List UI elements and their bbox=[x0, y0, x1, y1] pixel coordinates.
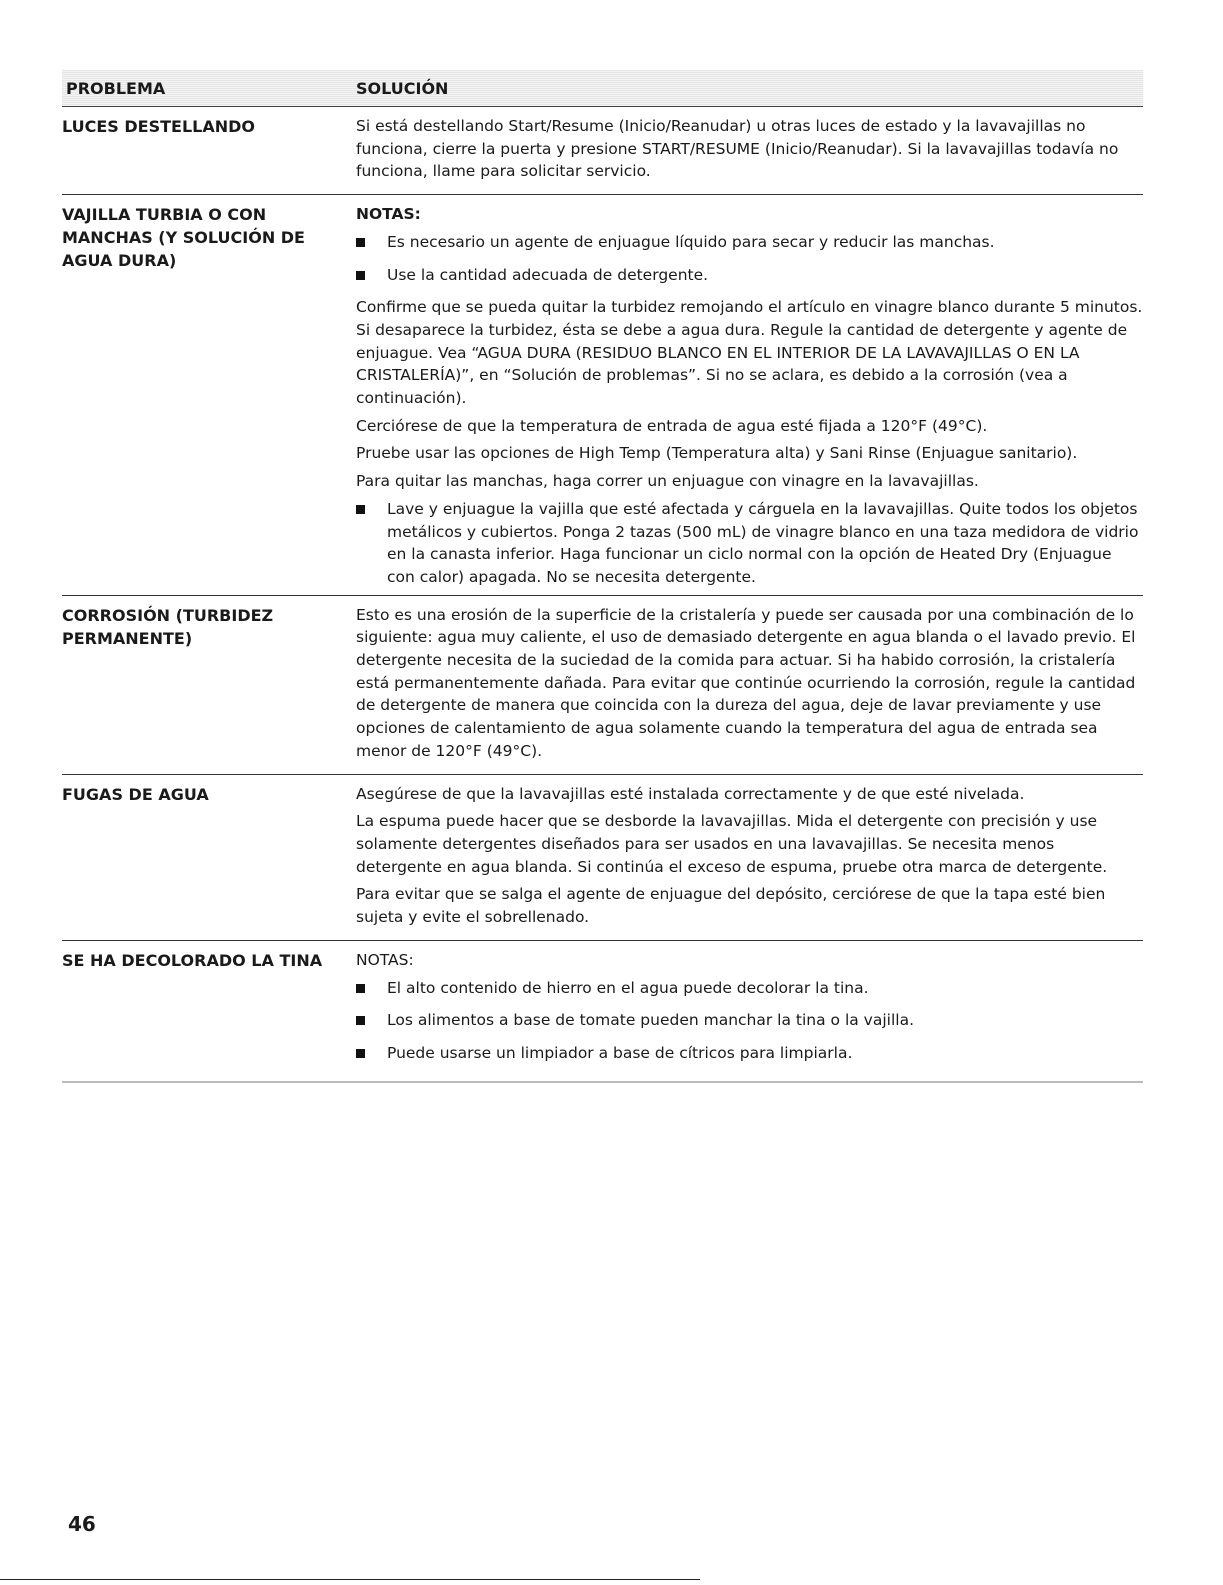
bullet-square-icon bbox=[356, 1049, 365, 1058]
solution-paragraph: Para evitar que se salga el agente de enjuague del depósito, cerciórese de que la tapa esté bien sujeta y evite el sobrellenado. bbox=[356, 885, 1106, 927]
solution-paragraph: Si está destellando Start/Resume (Inicio/Reanudar) u otras luces de estado y la lavavajillas no funciona, cierre la puerta y presione START/RESUME (Inicio/Reanudar). Si la lavavajillas todavía no funciona, llame para solicitar servicio. bbox=[356, 117, 1119, 181]
table-header bbox=[62, 70, 1143, 107]
note-item bbox=[356, 1042, 1143, 1065]
note-item bbox=[356, 977, 1143, 1000]
solution-cell bbox=[356, 604, 1143, 768]
problem-cell: LUCES DESTELLANDO bbox=[62, 117, 256, 136]
solution-paragraph: La espuma puede hacer que se desborde la lavavajillas. Mida el detergente con precisión y use solamente detergentes diseñados para ser usados en una lavavajillas. Se necesita menos detergente en agua blanda. Si continúa el exceso de espuma, pruebe otra marca de detergente. bbox=[356, 812, 1108, 876]
bullet-square-icon bbox=[356, 238, 365, 247]
note-text: Puede usarse un limpiador a base de cítricos para limpiarla. bbox=[387, 1043, 853, 1062]
solution-paragraph: Cerciórese de que la temperatura de entrada de agua esté fijada a 120°F (49°C). bbox=[356, 416, 988, 435]
bullet-square-icon bbox=[356, 984, 365, 993]
solution-paragraph: Confirme que se pueda quitar la turbidez remojando el artículo en vinagre blanco durante 5 minutos. Si desaparece la turbidez, ésta se debe a agua dura. Regule la cantidad de detergente y agente de enjuague. Vea “AGUA DURA (RESIDUO BLANCO EN EL INTERIOR DE LA LAVAVAJILLAS O EN LA CRISTALERÍA)”, en “Solución de problemas”. Si no se aclara, es debido a la corrosión (vea a continuación). bbox=[356, 298, 1143, 408]
solution-paragraph: Para quitar las manchas, haga correr un enjuague con vinagre en la lavavajillas. bbox=[356, 472, 979, 491]
table-row bbox=[62, 195, 1143, 596]
bullet-square-icon bbox=[356, 505, 365, 514]
solution-paragraph: Asegúrese de que la lavavajillas esté instalada correctamente y de que esté nivelada. bbox=[356, 784, 1025, 803]
troubleshooting-table bbox=[62, 70, 1143, 1083]
problem-cell: CORROSIÓN (TURBIDEZ PERMANENTE) bbox=[62, 605, 274, 648]
solution-cell bbox=[356, 115, 1143, 188]
note-text: Los alimentos a base de tomate pueden manchar la tina o la vajilla. bbox=[387, 1011, 914, 1030]
step-text: Lave y enjuague la vajilla que esté afectada y cárguela en la lavavajillas. Quite todos los objetos metálicos y cubiertos. Ponga 2 tazas (500 mL) de vinagre blanco en una taza medidora de vidrio en la canasta inferior. Haga funcionar un ciclo normal con la opción de Heated Dry (Enjuague con calor) apagada. No se necesita detergente. bbox=[387, 499, 1139, 586]
notes-label: NOTAS: bbox=[356, 950, 414, 969]
problem-cell: SE HA DECOLORADO LA TINA bbox=[62, 950, 323, 970]
note-text: Use la cantidad adecuada de detergente. bbox=[387, 265, 709, 284]
note-item bbox=[356, 231, 1143, 254]
solution-cell bbox=[356, 949, 1143, 1075]
table-row bbox=[62, 775, 1143, 941]
header-solution: SOLUCIÓN bbox=[356, 78, 449, 98]
bullet-square-icon bbox=[356, 271, 365, 280]
table-row bbox=[62, 596, 1143, 775]
solution-cell bbox=[356, 203, 1143, 589]
step-item bbox=[356, 498, 1143, 589]
problem-cell: FUGAS DE AGUA bbox=[62, 784, 209, 804]
note-text: El alto contenido de hierro en el agua puede decolorar la tina. bbox=[387, 978, 869, 997]
notes-label: NOTAS: bbox=[356, 205, 421, 224]
problem-cell: VAJILLA TURBIA O CON MANCHAS (Y SOLUCIÓN DE AGUA DURA) bbox=[62, 205, 305, 271]
page-number: 46 bbox=[68, 1512, 96, 1536]
note-text: Es necesario un agente de enjuague líquido para secar y reducir las manchas. bbox=[387, 232, 995, 251]
footer-rule bbox=[0, 1579, 700, 1580]
solution-paragraph: Pruebe usar las opciones de High Temp (Temperatura alta) y Sani Rinse (Enjuague sanitario). bbox=[356, 444, 1078, 463]
bullet-square-icon bbox=[356, 1016, 365, 1025]
table-row bbox=[62, 107, 1143, 195]
note-item bbox=[356, 1009, 1143, 1032]
table-row bbox=[62, 941, 1143, 1083]
header-problem: PROBLEMA bbox=[66, 78, 166, 98]
note-item bbox=[356, 264, 1143, 287]
solution-cell bbox=[356, 783, 1143, 934]
solution-paragraph: Esto es una erosión de la superficie de la cristalería y puede ser causada por una combinación de lo siguiente: agua muy caliente, el uso de demasiado detergente en agua blanda o el lavado previo. El detergente necesita de la suciedad de la comida para actuar. Si ha habido corrosión, la cristalería está permanentemente dañada. Para evitar que continúe ocurriendo la corrosión, regule la cantidad de detergente de manera que coincida con la dureza del agua, deje de lavar previamente y use opciones de calentamiento de agua solamente cuando la temperatura del agua de entrada sea menor de 120°F (49°C). bbox=[356, 605, 1136, 760]
